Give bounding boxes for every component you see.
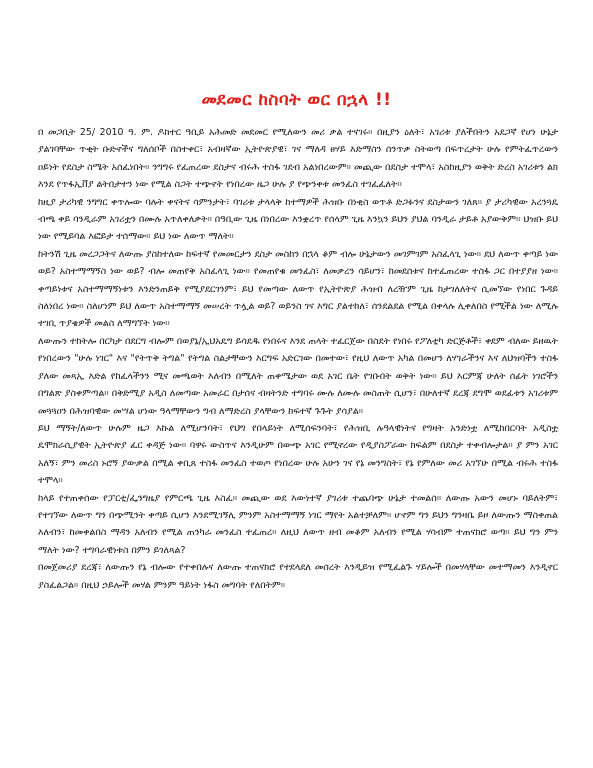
paragraph: ከትንሽ ጊዜ መረጋጋትና ለውጡ ያስከተለው ከፍተኛ የመመርታን ደስታ መስከን በኋላ ቆም ብሎ ሁኔታውን መገምገም አስፈላጊ ነው። ደህ ለውጥ ቀጣይ ነው ወይ? አስተማማኝስ ነው ወይ? ብሎ መጠየቅ አስፈላጊ ነው። የመጠየቁ መንፈስ፣ ለመቃረን ሳይሆን፣ ከመደሰቱና ከተፈጠረው ተስፋ ጋር በተያያዘ ነው። ቀጣይነቱና አስተማማኝነቱን እንድንጠይቅ የሚያደርገንም፣ ይህ የመጣው ለውጥ የኢትዮጵያ ሕዝብ ለረዥም ጊዜ ከታገለለትና ሲመኘው የነበር ጉዳይ ስለነበረ ነው። ስለሆነም ይህ ለውጥ አስተማማኝ መሠረት ጥሏል ወይ? ወይንስ ገና እግር ያልተከለ፣ ሰንደልደል የሚል በቀላሉ ሊቀለበስ የሚችል ነው ለሚሉ ተገቢ ጥያቄዎች መልስ ለማግኘት ነው። [38,248,558,330]
paragraph: ይህ ማኝት/ለውጥ ሁሉም ዜጋ እኩል ለሚሆንባት፣ የህግ የበላይነት ለሚሰፍንባት፣ የሕዝቢ ሉዓላዊነትና የግዛት አንድነቷ ለሚከበርባት አዲስቷ ዴሞክራሲያዊት ኢትዮጵያ ፈር ቀዳጅ ነው። ባዋሩ ውስጥና እንዲሁም በውጭ አገር የሚኖረው የዲያስፖራው ክፍልም በደስታ ተቀብሎታል። ያ ምን አገር አለኝ፣ ምን መሪስ ኑሮኝ ያውቃል በሚል ቀቢጸ ተስፋ መንፈስ ተወጦ የነበረው ሁሉ አሁን ገና የኔ መንግስት፣ የኔ የምለው መሪ አገኘሁ በሚል ብሩሕ ተስፋ ተሞላ። [38,422,558,487]
paragraph-text: ዓ. ም. ዶክተር ዓቢይ አሕመድ መደመር የሚለውን መሪ ቃል ተናገሩ። በዚያን ዕለት፣ አገሪቱ ያለችበትን አደጋኛ የሆነ ሁኔታ ያልገባቸው ጥቂት ቡድኖችና ግለሰቦች በስተቀር፣ አብዛኛው ኢትዮጵያዊ፣ ገና ማለዳ ፀሃይ እድማስን ሰንጥቃ ስትወጣ በፍጥረታት ሁሉ የምትፈጥረውን ዐይነት የደስታ ስሜት አሰፈነበት። ንግግሩ የፈጠረው ደስታና ብሩሕ ተስፋ ገደብ አልነበረውም። መጪው በደስታ ተሞላ፣ አስከዚያን ወቅት ድረስ አገሪቱን ልክ እንደ የጥፋኢቨያ ልትበታተን ነው የሚል ስጋት ተጭኖት የነበረው ዜጋ ሁሉ ያ የጭንቀቱ መንፈስ ተገፈፈለት። [38,127,558,191]
dateline: በ መጋቢት 25/ 2010 [38,127,124,138]
paragraph: በመጀመሪያ ደረጃ፣ ለውጡን የኔ ብሎው የተቀበሉና ለውጡ ተጠናክሮ የተደላደለ መሰረት እንዲይዝ የሚፈልጉ ሃይሎች በመሃላቸው መተማመን እንዲኖር ያስፈልጋል። በዚህ ኃይሎች መሃል ምንም ዓይነት ነፋስ መግባት የለበትም። [38,562,558,591]
paragraph: ለውጡን ተከትሎ በርካታ በደርግ ብሎም በወያኔ/ኢህአዴግ ይሳደዱ የነበሩና እንደ ጠላት ተፈርጀው በስደት የነበሩ የፖለቲካ ድርጅቶች፣ ቀደም ብለው ይዘዉት የነበረውን "ሁሉ ነገር" እና "የትጥቅ ትግል" የትግል ስልታቸውን እርግፍ አድርገው በመተው፣ የዚህ ለውጥ አካል በመሆን ለሃገራችንና እና ለህዝባችን ተስፋ ያለው መጻኢ እድል የከፈላችንን ሚና መጫወት እለብን በሚለት ጠቀሜታው ወደ አገር ቤት የገቡበት ወቅት ነው። ይህ እርምጃ ሁለት ሰፊት ነገሮችን በግልጽ ያስቀምጣል። በቅድሚያ አዲስ ለመጣው አመራር በታሰና ብዛትንድ ተግባሩ ሙሉ ለሙሉ መስጠት ሲሆን፣ በሁለተኛ ደረጃ ደግሞ ወደፊቱን አገሪቱም መጓጓዐን በሕዝባዊው መሣል ሆነው ዓላማቸውን ግብ ለማድረስ ያላቸውን ከፍተኛ ጉጉት ያሳያል። [38,335,558,417]
paragraph: ከዚያ ታሪካዊ ንግግር ቀጥሎው ባሉት ቀናትና ሳምንታት፣ ባገሪቱ ታላላቅ ከተማዎች ሕዝቡ በነቂስ ወጥቶ ድጋፉንና ደስታውን ገለጸ። ያ ታሪካዊው አረንጓዴ ብጫ ቀይ ባንዲራም አገሪቷን በሙሉ አጥለቀለቃት። በዓቢው ጊዜ በነበረው እንቋረጥ የሰላም ጊዜ እንኳን ይህን ያህል ባንዲራ ታይቶ አያውቅም። ህዝቡ ይህ ነው የሚይባል እፎይታ ተሰማው። ይህ ነው ለውጥ ማለት። [38,196,558,243]
article-body [38,124,558,594]
article-title: መደመር ከስባት ወር በኋላ !! [201,90,392,110]
paragraph [38,124,558,194]
paragraph: ከላይ የተጠቀሰው የፓርቲ/ፌንግዜያ የምርጫ ጊዜ እስፈ። መጪው ወደ እውነተኛ ያገሪቱ ተጨባጭ ሁኔታ ተመልሰ። ለውጡ አውን መሆኑ ባይለትም፣ የተገኘው ለውጥ ግን በጭሚንት ቀጣይ ሲሆን እንደሚገኝሊ ምንም አስተማማኝ ነገር ማየት አልተቻለም። ሆኖም ግን ይህን ግንዛቤ ይዞ ለውጡን ማስቀጠል እለብን፣ ከመቀልበስ ማዳን አለብን የሚል ጠንካራ መንፈስ ተፈጠረ። ለዚህ ለውጥ ዘብ መቆም አለብን የሚል ሃሳብም ተጠናክሮ ወጣ። ይህ ግን ምን ማለት ነው? ተግባራዊነቱስ በምን ይገለጻል? [38,492,558,556]
